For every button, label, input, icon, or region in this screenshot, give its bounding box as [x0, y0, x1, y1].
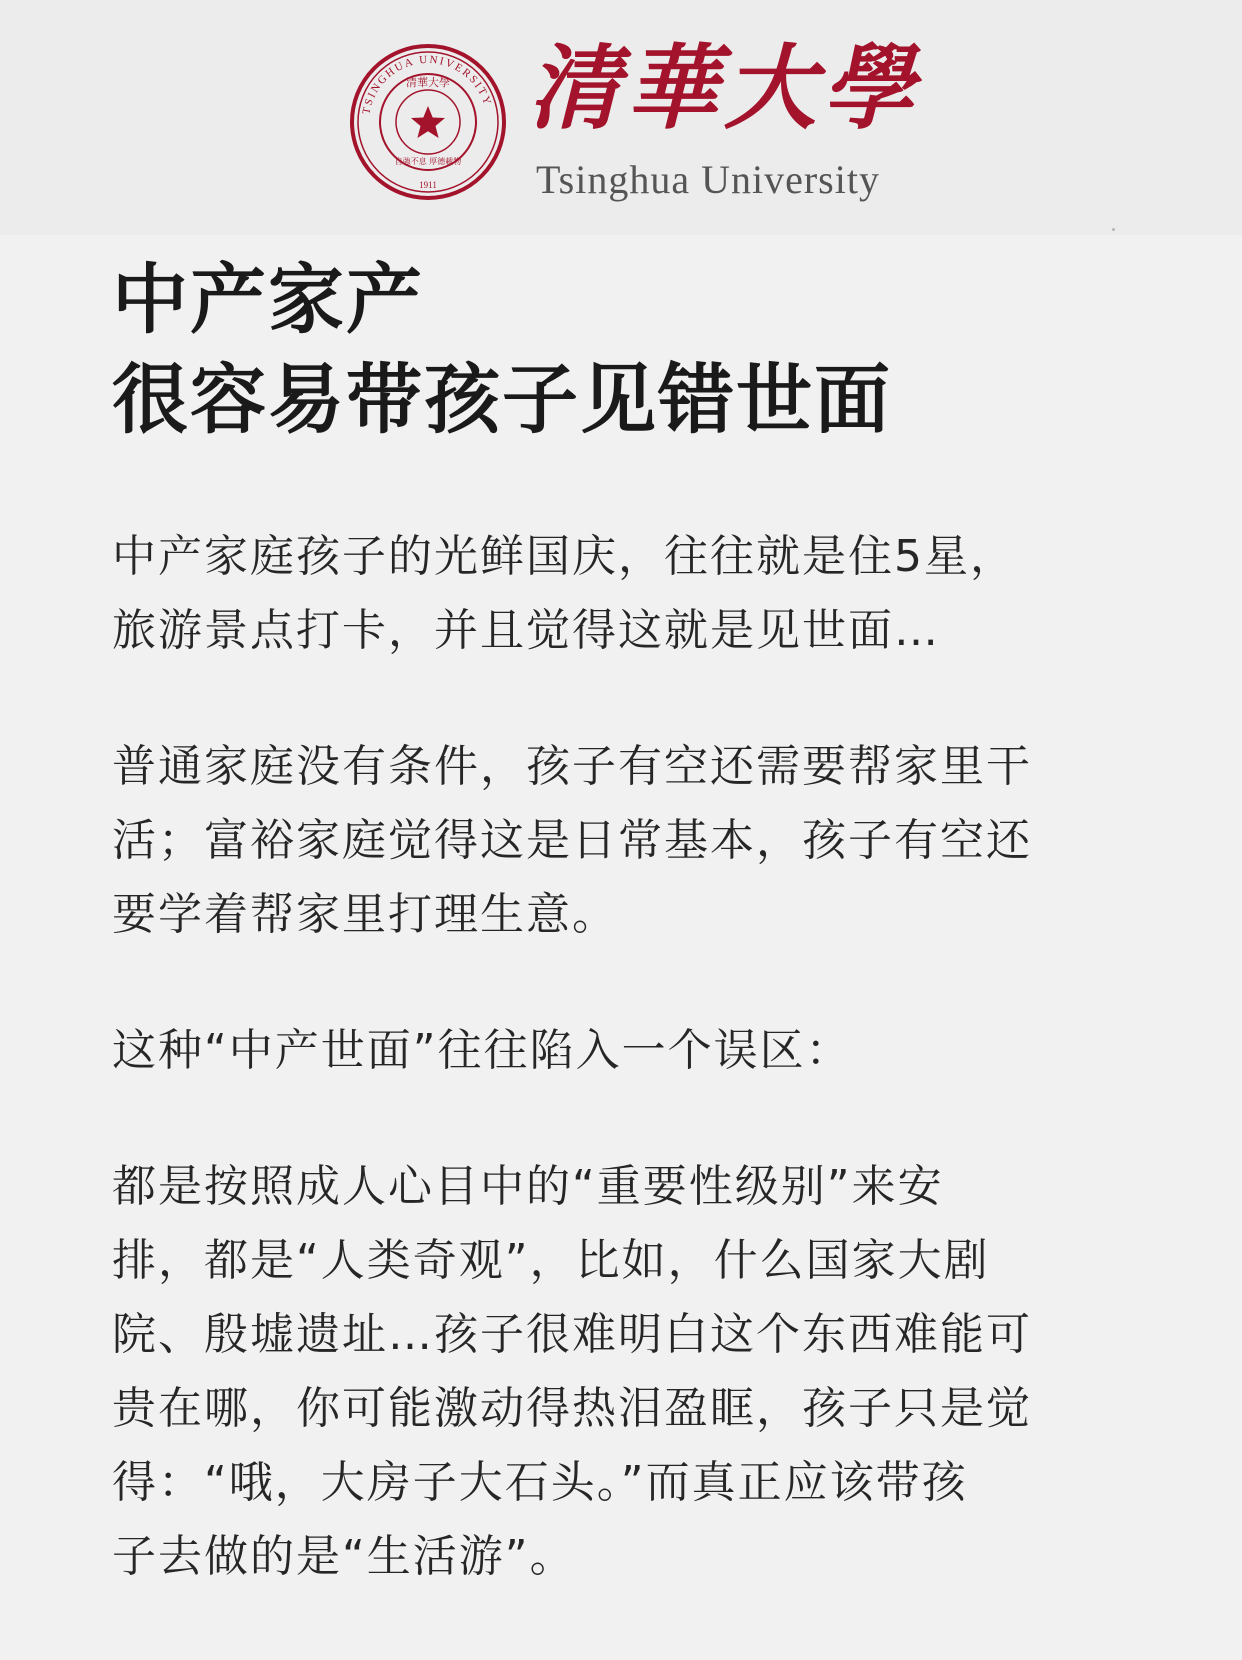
paragraph-line: 都是按照成人心目中的“重要性级别”来安 [112, 1161, 944, 1212]
seal-ring-text: TSINGHUA UNIVERSITY [360, 53, 494, 116]
title-line: 很容易带孩子见错世面 [112, 355, 892, 444]
paragraph [112, 1150, 1152, 1594]
paragraph-line: 贵在哪，你可能激动得热泪盈眶，孩子只是觉 [112, 1383, 1032, 1434]
seal-year: 1911 [419, 180, 437, 190]
article [112, 250, 1152, 1656]
university-logo [348, 34, 921, 208]
seal-inner-top: 清華大學 [406, 76, 450, 89]
article-body [112, 520, 1152, 1594]
title-line: 中产家产 [112, 255, 424, 344]
paragraph-line: 得：“哦，大房子大石头。”而真正应该带孩 [112, 1457, 968, 1508]
paragraph-line: 子去做的是“生活游”。 [112, 1531, 576, 1582]
paragraph-line: 活；富裕家庭觉得这是日常基本，孩子有空还 [112, 815, 1032, 866]
paragraph-line: 这种“中产世面”往往陷入一个误区： [112, 1025, 852, 1076]
paragraph-line: 旅游景点打卡，并且觉得这就是见世面… [112, 605, 940, 656]
university-name-en: Tsinghua University [536, 157, 880, 202]
paragraph-line: 要学着帮家里打理生意。 [112, 889, 618, 940]
article-title [112, 250, 1152, 450]
paragraph [112, 730, 1152, 952]
university-name-cn: 清華大學 [528, 34, 921, 142]
paragraph-line: 普通家庭没有条件，孩子有空还需要帮家里干 [112, 741, 1032, 792]
paragraph [112, 520, 1152, 668]
university-seal-icon [348, 42, 508, 202]
seal-motto: 自強不息 厚德載物 [394, 157, 462, 166]
paragraph-line: 院、殷墟遗址…孩子很难明白这个东西难能可 [112, 1309, 1032, 1360]
dust-speck [1112, 228, 1115, 231]
paragraph [112, 1014, 1152, 1088]
paragraph-line: 中产家庭孩子的光鲜国庆，往往就是住5星， [112, 531, 1016, 582]
seal-star [411, 106, 445, 138]
paragraph-line: 排，都是“人类奇观”，比如，什么国家大剧 [112, 1235, 990, 1286]
